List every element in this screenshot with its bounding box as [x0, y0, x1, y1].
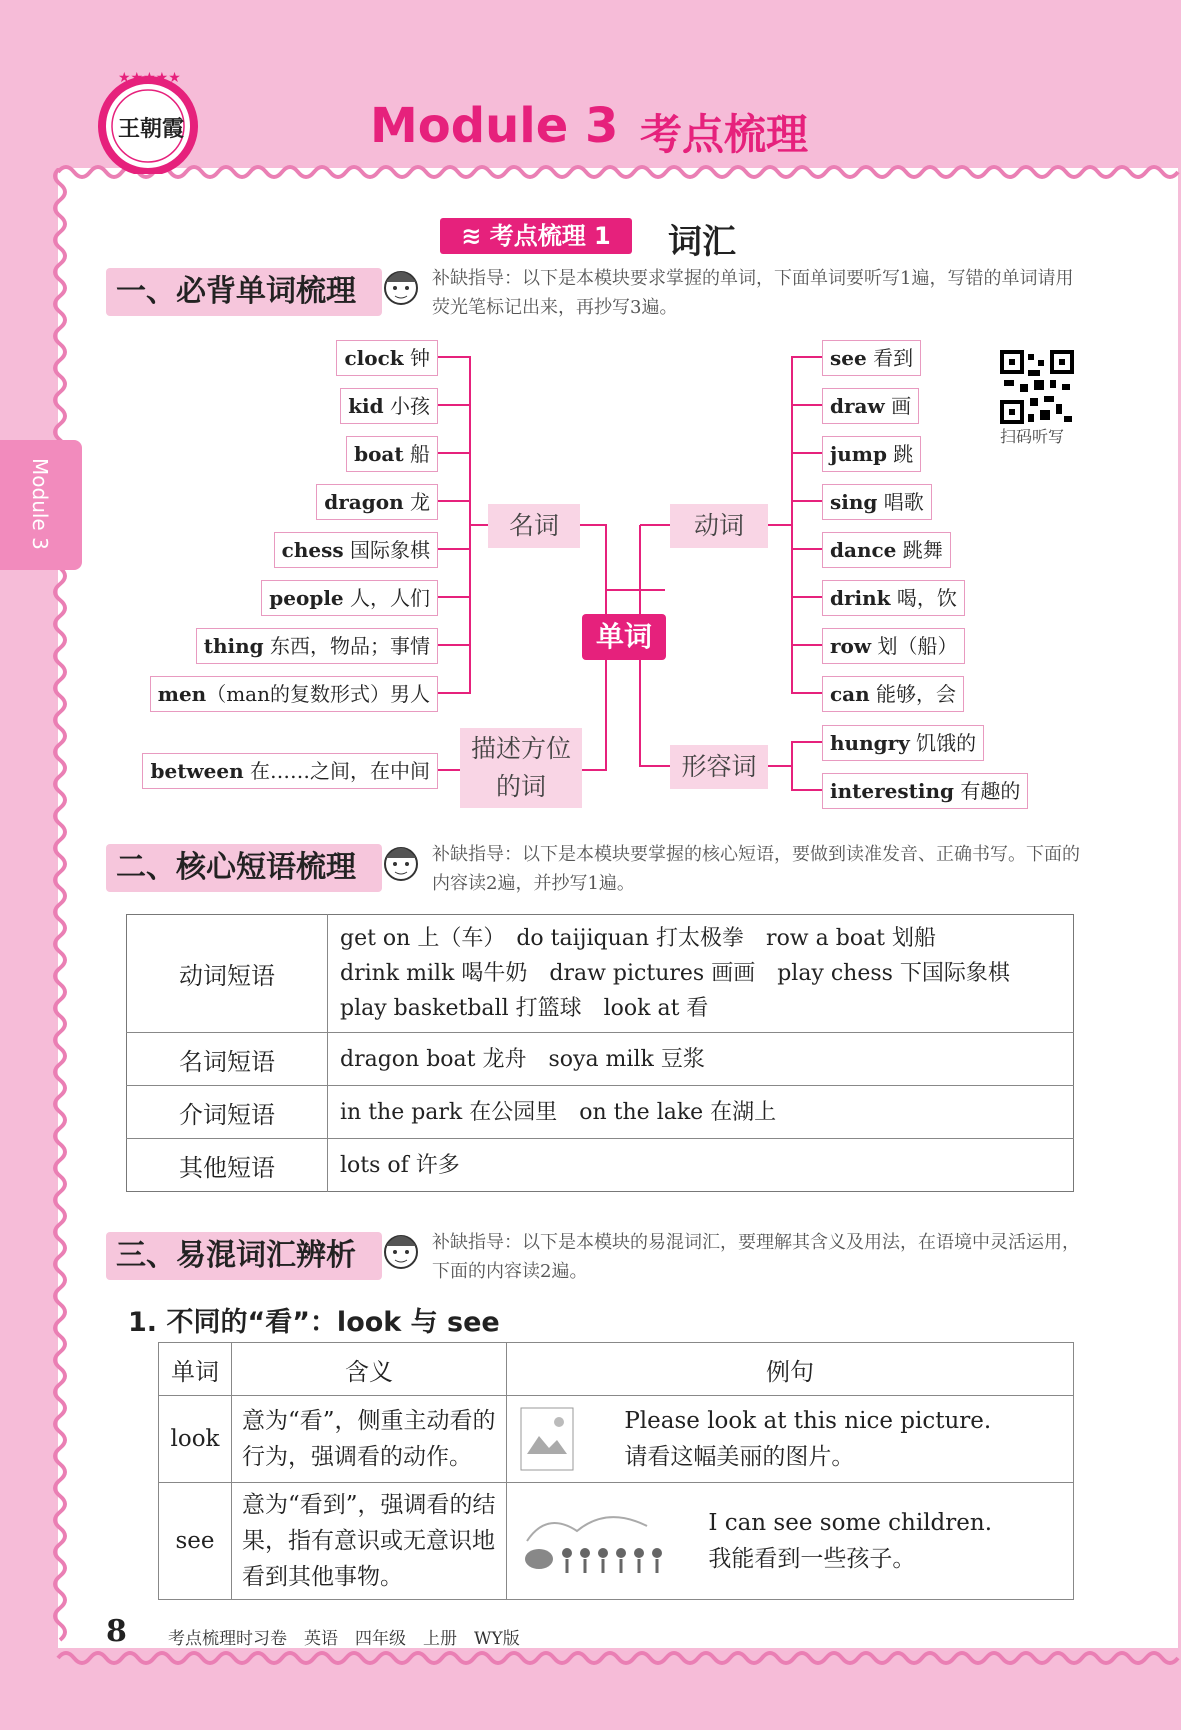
example-cell	[507, 1396, 1074, 1483]
word-cn: 人，人们	[350, 586, 430, 610]
word-cn: （man的复数形式）男人	[206, 682, 430, 706]
verb-word-box	[822, 532, 951, 568]
category-verb: 动词	[670, 504, 768, 548]
phrase-table	[126, 914, 1074, 1192]
adj-word-box	[822, 773, 1028, 809]
example-cn: 请看这幅美丽的图片。	[624, 1444, 855, 1470]
word-en: jump	[830, 442, 887, 466]
subsection-title: 1. 不同的“看”：look 与 see	[128, 1307, 500, 1338]
picture-illustration-icon	[517, 1404, 577, 1474]
phrase-list	[328, 1033, 1074, 1086]
section-tag: ≋ 考点梳理 1	[440, 218, 632, 254]
children-illustration-icon	[517, 1501, 677, 1581]
word-cell: look	[159, 1396, 232, 1483]
word-en: between	[150, 759, 244, 783]
bottom-wave-border	[0, 1648, 1181, 1672]
word-cn: 看到	[873, 346, 914, 370]
phrase-line: play basketball 打篮球 look at 看	[340, 996, 709, 1021]
phrase-list	[328, 1086, 1074, 1139]
noun-word-box	[340, 388, 438, 424]
position-word-box	[142, 753, 438, 789]
word-cn: 船	[410, 442, 430, 466]
verb-word-box	[822, 340, 921, 376]
word-en: dragon	[324, 490, 404, 514]
phrase-line: drink milk 喝牛奶 draw pictures 画画 play chess 下国际象棋	[340, 961, 1010, 986]
phrase-category: 介词短语	[127, 1086, 328, 1139]
part2-note: 补缺指导：以下是本模块要掌握的核心短语，要做到读准发音、正确书写。下面的内容读2遍，并抄写1遍。	[432, 844, 1080, 894]
table-row	[127, 1086, 1074, 1139]
word-cn: 跳舞	[902, 538, 943, 562]
word-en: kid	[348, 394, 384, 418]
word-en: boat	[354, 442, 404, 466]
side-tab-label: Module 3	[28, 458, 52, 550]
noun-word-box	[150, 676, 438, 712]
word-cn: 画	[891, 394, 912, 418]
part2-heading: 二、核心短语梳理	[106, 844, 382, 892]
part1-heading: 一、必背单词梳理	[106, 268, 382, 316]
verb-word-box	[822, 484, 932, 520]
svg-text:★★★★★: ★★★★★	[118, 70, 181, 86]
category-position: 描述方位的词	[460, 728, 582, 808]
phrase-category: 名词短语	[127, 1033, 328, 1086]
page-title: 考点梳理	[640, 110, 809, 159]
table-row	[127, 915, 1074, 1033]
col-header-meaning: 含义	[232, 1343, 507, 1396]
word-cn: 在……之间，在中间	[250, 759, 430, 783]
word-cn: 饥饿的	[916, 731, 977, 755]
footer-text: 考点梳理时习卷 英语 四年级 上册 WY版	[168, 1629, 520, 1649]
word-en: hungry	[830, 731, 910, 755]
phrase-line: lots of 许多	[340, 1152, 460, 1178]
word-en: people	[269, 586, 344, 610]
word-en: thing	[203, 634, 264, 658]
phrase-list	[328, 1139, 1074, 1192]
verb-word-box	[822, 628, 965, 664]
word-cell: see	[159, 1483, 232, 1600]
table-row	[127, 1033, 1074, 1086]
word-cn: 唱歌	[883, 490, 924, 514]
word-en: can	[830, 682, 870, 706]
part3-heading: 三、易混词汇辨析	[106, 1232, 382, 1280]
module-title: Module 3	[370, 98, 619, 154]
phrase-line: get on 上（车） do taijiquan 打太极拳 row a boat 划船	[340, 926, 937, 951]
page-number: 8	[106, 1614, 127, 1649]
word-cn: 有趣的	[960, 779, 1021, 803]
noun-word-box	[261, 580, 438, 616]
noun-word-box	[316, 484, 438, 520]
example-cn: 我能看到一些孩子。	[708, 1546, 916, 1572]
part1-note: 补缺指导：以下是本模块要求掌握的单词，下面单词要听写1遍，写错的单词请用荧光笔标记出来，再抄写3遍。	[432, 268, 1074, 318]
word-en: draw	[830, 394, 885, 418]
mindmap-center: 单词	[582, 614, 666, 660]
verb-word-box	[822, 436, 921, 472]
col-header-word: 单词	[159, 1343, 232, 1396]
word-en: sing	[830, 490, 878, 514]
word-en: interesting	[830, 779, 954, 803]
part3-note: 补缺指导：以下是本模块的易混词汇，要理解其含义及用法，在语境中灵活运用，下面的内容读2遍。	[432, 1232, 1080, 1282]
verb-word-box	[822, 388, 919, 424]
verb-word-box	[822, 676, 964, 712]
phrase-list	[328, 915, 1074, 1033]
word-cn: 龙	[410, 490, 430, 514]
word-cn: 喝，饮	[896, 586, 957, 610]
word-en: see	[830, 346, 867, 370]
word-cn: 国际象棋	[350, 538, 430, 562]
example-en: Please look at this nice picture.	[624, 1408, 992, 1434]
category-adjective: 形容词	[670, 745, 768, 789]
word-en: men	[157, 682, 207, 706]
word-en: drink	[830, 586, 891, 610]
word-en: clock	[344, 346, 404, 370]
meaning-cell: 意为“看到”，强调看的结果，指有意识或无意识地看到其他事物。	[232, 1483, 507, 1600]
word-cn: 东西，物品；事情	[270, 634, 430, 658]
example-en: I can see some children.	[708, 1510, 993, 1536]
word-en: dance	[830, 538, 897, 562]
example-cell	[507, 1483, 1074, 1600]
word-cn: 能够，会	[876, 682, 957, 706]
noun-word-box	[346, 436, 438, 472]
phrase-line: dragon boat 龙舟 soya milk 豆浆	[340, 1046, 705, 1072]
col-header-example: 例句	[507, 1343, 1074, 1396]
qr-label: 扫码听写	[1000, 427, 1065, 446]
phrase-category: 其他短语	[127, 1139, 328, 1192]
word-en: row	[830, 634, 872, 658]
verb-word-box	[822, 580, 965, 616]
tutor-face-icon	[380, 1228, 422, 1274]
table-header-row	[159, 1343, 1074, 1396]
table-row	[159, 1396, 1074, 1483]
logo-text: 王朝霞	[118, 116, 185, 142]
word-cn: 小孩	[390, 394, 430, 418]
noun-word-box	[196, 628, 438, 664]
section-word-title: 词汇	[668, 222, 736, 262]
word-en: chess	[281, 538, 344, 562]
word-cn: 划（船）	[877, 634, 958, 658]
table-row	[127, 1139, 1074, 1192]
word-cn: 跳	[893, 442, 914, 466]
phrase-line: in the park 在公园里 on the lake 在湖上	[340, 1099, 777, 1125]
table-row	[159, 1483, 1074, 1600]
adj-word-box	[822, 725, 984, 761]
phrase-category: 动词短语	[127, 915, 328, 1033]
noun-word-box	[336, 340, 438, 376]
category-noun: 名词	[488, 504, 580, 548]
noun-word-box	[274, 532, 438, 568]
tutor-face-icon	[380, 840, 422, 886]
compare-table	[158, 1342, 1074, 1600]
meaning-cell: 意为“看”，侧重主动看的行为，强调看的动作。	[232, 1396, 507, 1483]
word-cn: 钟	[410, 346, 430, 370]
